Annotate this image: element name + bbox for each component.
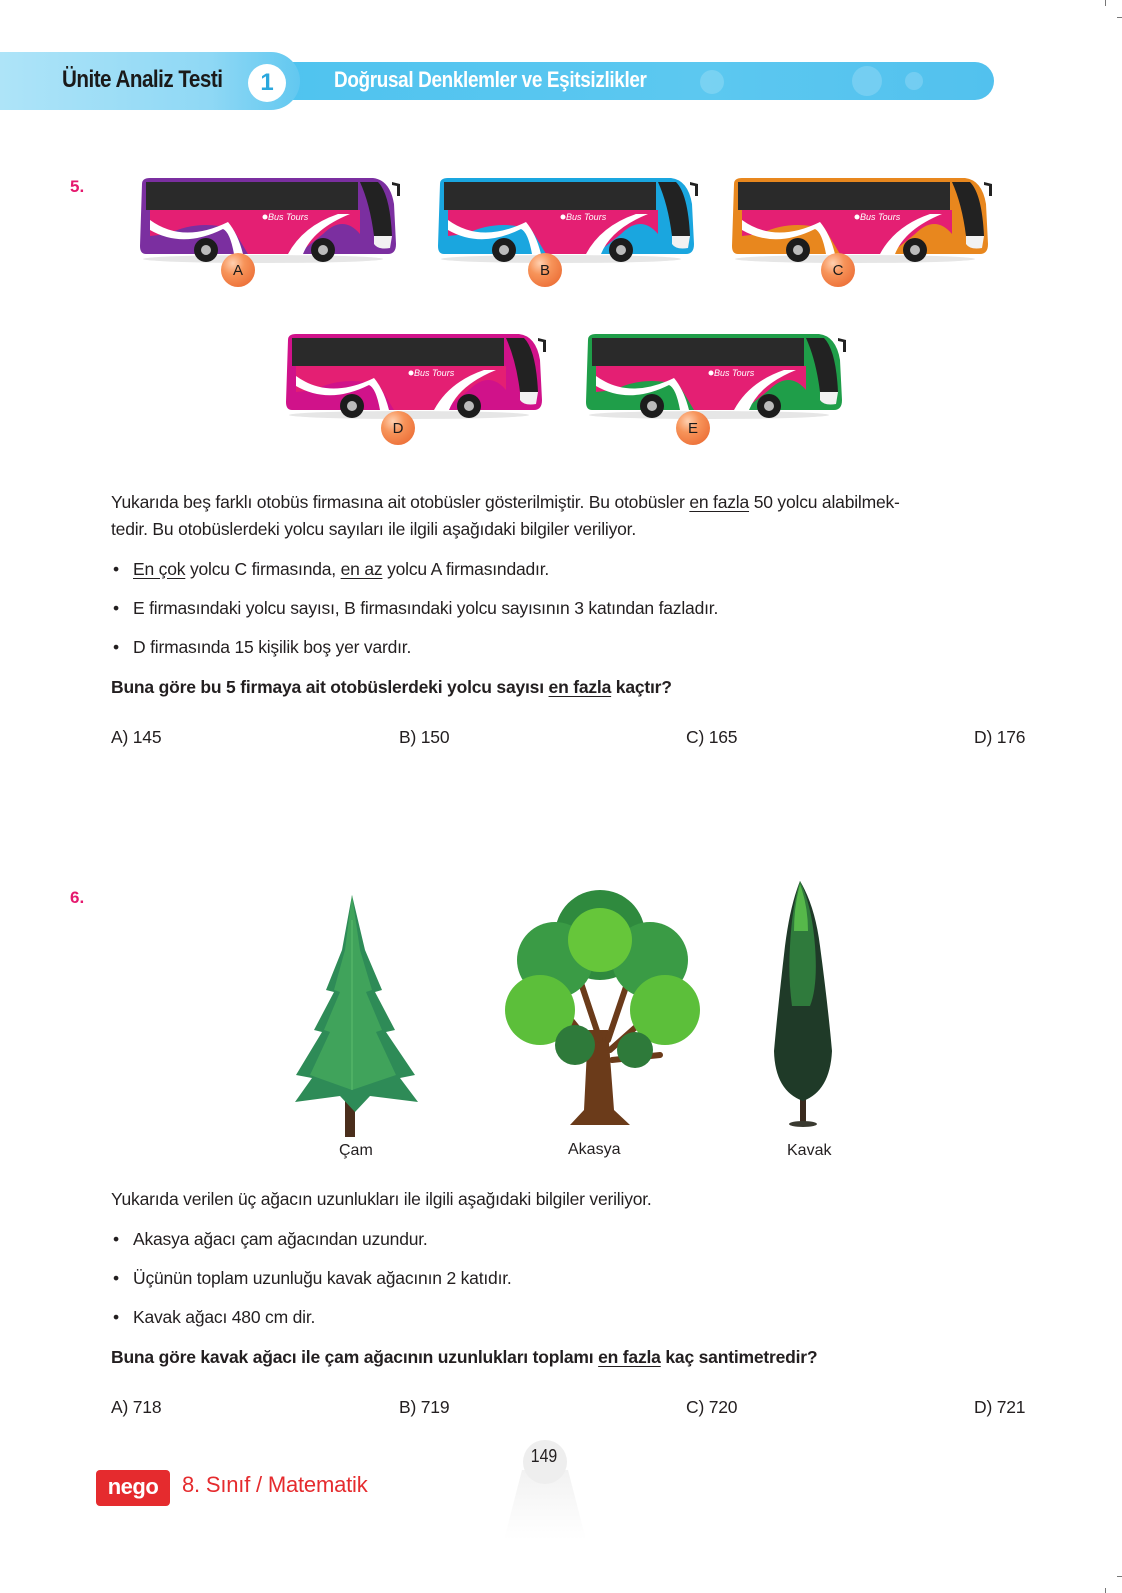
question-number: 6. <box>70 888 85 907</box>
crop-mark <box>1105 1588 1106 1593</box>
bus-b <box>436 174 700 266</box>
bus-icon <box>584 330 848 422</box>
unit-title: Ünite Analiz Testi <box>62 66 223 93</box>
info-bullet <box>113 1265 512 1291</box>
bus-brand-label: Bus Tours <box>714 368 755 378</box>
bus-e <box>584 330 848 422</box>
text-segment: yolcu A firmasındadır. <box>382 559 550 579</box>
acacia-tree-image <box>500 880 700 1140</box>
bus-icon <box>730 174 994 266</box>
answer-option-b[interactable]: B) 150 <box>399 727 450 747</box>
text-segment: D firmasında 15 kişilik boş yer vardır. <box>133 637 412 657</box>
topic-title: Doğrusal Denklemler ve Eşitsizlikler <box>334 67 647 92</box>
bullet-icon: • <box>113 559 119 579</box>
text-segment: kaç santimetredir? <box>660 1347 818 1367</box>
bus-brand-label: Bus Tours <box>860 212 901 222</box>
poplar-tree-image <box>770 876 840 1131</box>
subject-label: 8. Sınıf / Matematik <box>182 1472 368 1497</box>
bus-label-d: D <box>381 411 415 445</box>
text-segment: Buna göre bu 5 firmaya ait otobüslerdeki yolcu sayısı <box>111 677 549 697</box>
text-segment: Üçünün toplam uzunluğu kavak ağacının 2 katıdır. <box>133 1268 512 1288</box>
text-segment: 50 yolcu alabilmek- <box>749 492 900 512</box>
text-segment: yolcu C firmasında, <box>185 559 341 579</box>
info-bullet <box>113 634 411 660</box>
info-bullet <box>113 1226 428 1252</box>
bullet-icon: • <box>113 637 119 657</box>
emphasis: en az <box>340 559 383 579</box>
question-number: 5. <box>70 177 85 196</box>
question-intro <box>111 489 900 515</box>
publisher-logo: nego <box>96 1470 170 1506</box>
crop-mark <box>1105 0 1106 6</box>
bullet-icon: • <box>113 598 119 618</box>
bus-label-a: A <box>221 253 255 287</box>
test-number: 1 <box>248 64 286 102</box>
answer-option-c[interactable]: C) 165 <box>686 727 738 747</box>
text-segment: Akasya ağacı çam ağacından uzundur. <box>133 1229 428 1249</box>
text-segment: Yukarıda beş farklı otobüs firmasına ait otobüsler gösterilmiştir. Bu otobüsler <box>111 492 690 512</box>
bus-icon <box>284 330 548 422</box>
answer-option-a[interactable]: A) 718 <box>111 1397 162 1417</box>
bus-brand-label: Bus Tours <box>566 212 607 222</box>
answer-option-d[interactable]: D) 721 <box>974 1397 1026 1417</box>
decor-bubble <box>905 72 923 90</box>
bus-brand-label: Bus Tours <box>268 212 309 222</box>
answer-option-c[interactable]: C) 720 <box>686 1397 738 1417</box>
bus-label-b: B <box>528 253 562 287</box>
emphasis: En çok <box>133 559 186 579</box>
question-intro: Yukarıda verilen üç ağacın uzunlukları ile ilgili aşağıdaki bilgiler veriliyor. <box>111 1189 652 1209</box>
tree-label-cam: Çam <box>339 1142 373 1159</box>
tree-label-kavak: Kavak <box>787 1142 832 1159</box>
bullet-icon: • <box>113 1268 119 1288</box>
bus-label-e: E <box>676 411 710 445</box>
bus-a <box>138 174 402 266</box>
text-segment: Kavak ağacı 480 cm dir. <box>133 1307 316 1327</box>
bus-icon <box>436 174 700 266</box>
crop-mark <box>1117 1576 1122 1577</box>
tree-label-akasya: Akasya <box>568 1141 621 1158</box>
bus-label-c: C <box>821 253 855 287</box>
text-segment: E firmasındaki yolcu sayısı, B firmasındaki yolcu sayısının 3 katından fazladır. <box>133 598 719 618</box>
emphasis: en fazla <box>598 1347 661 1367</box>
question-prompt <box>111 674 672 700</box>
answer-option-b[interactable]: B) 719 <box>399 1397 450 1417</box>
page-number: 149 <box>530 1446 558 1466</box>
bus-icon <box>138 174 402 266</box>
info-bullet <box>113 1304 315 1330</box>
pine-tree-image <box>290 890 430 1140</box>
bus-brand-label: Bus Tours <box>414 368 455 378</box>
answer-option-d[interactable]: D) 176 <box>974 727 1026 747</box>
bus-d <box>284 330 548 422</box>
text-segment: Buna göre kavak ağacı ile çam ağacının uzunlukları toplamı <box>111 1347 599 1367</box>
emphasis: en fazla <box>689 492 750 512</box>
bullet-icon: • <box>113 1229 119 1249</box>
emphasis: en fazla <box>548 677 612 697</box>
question-intro-cont: tedir. Bu otobüslerdeki yolcu sayıları ile ilgili aşağıdaki bilgiler veriliyor. <box>111 519 637 539</box>
decor-bubble <box>700 70 724 94</box>
info-bullet <box>113 556 549 582</box>
text-segment: kaçtır? <box>611 677 672 697</box>
decor-bubble <box>852 66 882 96</box>
bus-c <box>730 174 994 266</box>
info-bullet <box>113 595 718 621</box>
question-prompt <box>111 1344 817 1370</box>
bullet-icon: • <box>113 1307 119 1327</box>
answer-option-a[interactable]: A) 145 <box>111 727 162 747</box>
crop-mark <box>1117 17 1122 18</box>
